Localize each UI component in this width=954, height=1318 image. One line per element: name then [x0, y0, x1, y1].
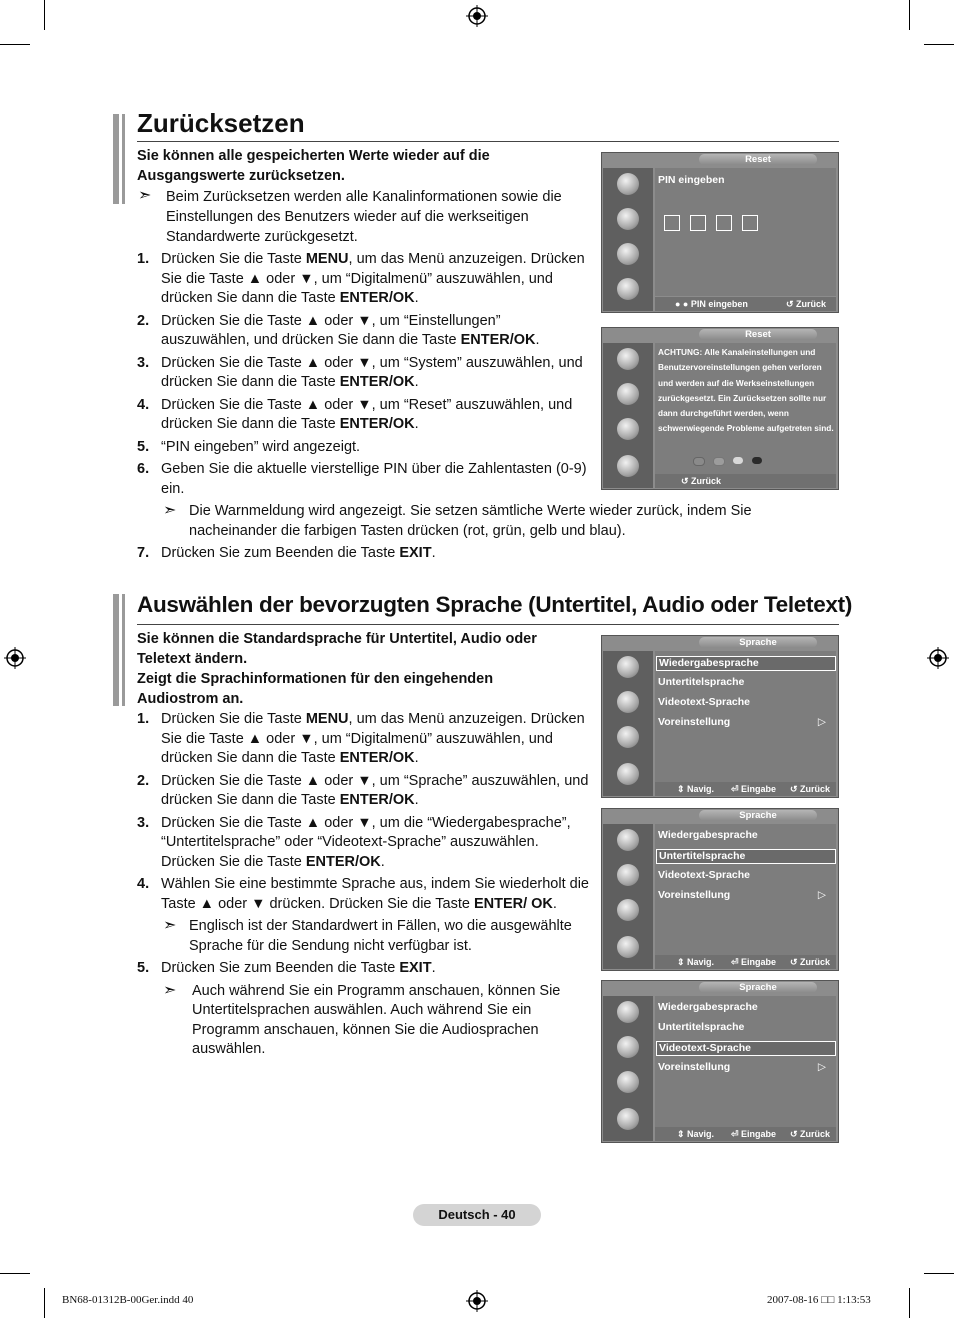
reset-warning-text: ACHTUNG: Alle Kanaleinstellungen und Benutzervoreinstellungen gehen verloren und werden auf die Werkseinstellungen zurückgesetzt. Ein Zurücksetzen sollte nur dann durchgeführt werden, wenn schwerwiegende Probleme aufgetreten sind.	[658, 347, 834, 434]
instruction-step: 4. Wählen Sie eine bestimmte Sprache aus, indem Sie wiederholt die Taste ▲ oder ▼ drücken. Drücken Sie die Taste ENTER/ OK.	[137, 876, 589, 912]
screen-title: Reset	[699, 154, 817, 165]
instruction-step: 1. Drücken Sie die Taste MENU, um das Menü anzuzeigen. Drücken Sie die Taste ▲ oder ▼, um “Digitalmenü” auszuwählen, und drücken Sie dann die Taste ENTER/OK.	[137, 251, 585, 306]
reset-intro: Sie können alle gespeicherten Werte wieder auf die Ausgangswerte zurücksetzen.	[137, 148, 490, 184]
screen-title: Sprache	[699, 637, 817, 648]
arrow-right-icon: ▷	[817, 889, 826, 901]
tv-screen-language	[601, 980, 839, 1143]
section-title-language: Auswählen der bevorzugten Sprache (Untertitel, Audio oder Teletext)	[137, 592, 853, 617]
pin-digit-box[interactable]	[716, 215, 732, 231]
back-button[interactable]: ↺ Zurück	[790, 957, 831, 967]
language-menu-item[interactable]: Wiedergabesprache	[656, 656, 836, 671]
back-button[interactable]: ↺ Zurück	[681, 476, 722, 486]
menu-input-icon	[617, 455, 639, 477]
arrow-right-icon: ▷	[817, 716, 826, 728]
tv-screen-reset-warning	[601, 327, 839, 490]
back-button[interactable]: ↺ Zurück	[790, 1129, 831, 1139]
navig-hint: ⇕ Navig.	[677, 784, 715, 794]
print-slug-file: BN68-01312B-00Ger.indd 40	[62, 1294, 194, 1306]
instruction-step: 7. Drücken Sie zum Beenden die Taste EXIT.	[137, 545, 436, 561]
pin-label: PIN eingeben	[658, 174, 725, 186]
note-arrow-icon: ➣	[163, 917, 177, 934]
navig-hint: ⇕ Navig.	[677, 957, 715, 967]
note-arrow-icon: ➣	[163, 981, 177, 999]
language-menu-item[interactable]: Videotext-Sprache	[656, 1041, 836, 1056]
instruction-step: 4. Drücken Sie die Taste ▲ oder ▼, um “Reset” auszuwählen, und drücken Sie dann die Taste ENTER/OK.	[137, 396, 573, 432]
tv-screen-language	[601, 635, 839, 798]
language-steps	[137, 710, 592, 1063]
instruction-step: 5. Drücken Sie zum Beenden die Taste EXIT.	[137, 960, 436, 976]
instruction-step: 3. Drücken Sie die Taste ▲ oder ▼, um die “Wiedergabesprache”, “Untertitelsprache” oder “Videotext-Sprache” auszuwählen. Drücken Sie die Taste ENTER/OK.	[137, 814, 571, 870]
language-menu-item[interactable]: Videotext-Sprache	[658, 869, 751, 881]
menu-input-icon	[617, 763, 639, 785]
menu-setup-icon	[617, 726, 639, 748]
tv-screen-pin	[601, 152, 839, 313]
menu-picture-icon	[617, 348, 639, 370]
screen-title: Sprache	[699, 982, 817, 993]
screen-title: Sprache	[699, 810, 817, 821]
blue-key-dot	[752, 457, 762, 464]
menu-input-icon	[617, 278, 639, 300]
arrow-right-icon: ▷	[817, 1061, 826, 1073]
pin-digit-box[interactable]	[664, 215, 680, 231]
language-menu-item[interactable]: Voreinstellung ▷	[658, 1061, 826, 1073]
language-intro-1: Sie können die Standardsprache für Untertitel, Audio oder Teletext ändern.	[137, 631, 537, 667]
enter-hint: ⏎ Eingabe	[731, 957, 777, 967]
instruction-step: 6. Geben Sie die aktuelle vierstellige PIN über die Zahlentasten (0-9) ein.	[137, 461, 587, 497]
menu-sound-icon	[617, 383, 639, 405]
language-menu-item[interactable]: Voreinstellung ▷	[658, 716, 826, 728]
language-menu-item[interactable]: Videotext-Sprache	[658, 696, 751, 708]
note-arrow-icon: ➣	[163, 502, 177, 519]
note-arrow-icon: ➣	[138, 187, 152, 204]
menu-input-icon	[617, 936, 639, 958]
language-menu-item[interactable]: Wiedergabesprache	[658, 829, 758, 841]
menu-sound-icon	[617, 691, 639, 713]
pin-footer-label: ● ● PIN eingeben	[675, 299, 748, 309]
step4-note: ➣ Englisch ist der Standardwert in Fällen, wo die ausgewählte Sprache für die Sendung nicht verfügbar ist.	[163, 917, 572, 954]
registration-mark-icon	[466, 1290, 488, 1312]
instruction-step: 2. Drücken Sie die Taste ▲ oder ▼, um “Sprache” auszuwählen, und drücken Sie dann die Taste ENTER/OK.	[137, 772, 589, 808]
tv-screen-language	[601, 808, 839, 971]
menu-setup-icon	[617, 1071, 639, 1093]
step6-note: ➣ Die Warnmeldung wird angezeigt. Sie setzen sämtliche Werte wieder zurück, indem Sie nacheinander die farbigen Tasten drücken (rot, grün, gelb und blau).	[163, 502, 752, 539]
print-slug-date: 2007-08-16 □□ 1:13:53	[767, 1294, 871, 1306]
enter-hint: ⏎ Eingabe	[731, 1129, 777, 1139]
menu-picture-icon	[617, 1001, 639, 1023]
language-menu-item[interactable]: Untertitelsprache	[658, 676, 745, 688]
instruction-step: 5. “PIN eingeben” wird angezeigt.	[137, 438, 361, 455]
language-intro-2: Zeigt die Sprachinformationen für den eingehenden Audiostrom an.	[137, 671, 494, 707]
enter-hint: ⏎ Eingabe	[731, 784, 777, 794]
pin-digit-box[interactable]	[690, 215, 706, 231]
language-menu-item[interactable]: Untertitelsprache	[658, 1021, 745, 1033]
instruction-step: 2. Drücken Sie die Taste ▲ oder ▼, um “Einstellungen” auszuwählen, und drücken Sie dann die Taste ENTER/OK.	[137, 312, 540, 348]
menu-sound-icon	[617, 864, 639, 886]
language-menu-item[interactable]: Untertitelsprache	[656, 849, 836, 864]
instruction-step: 1. Drücken Sie die Taste MENU, um das Menü anzuzeigen. Drücken Sie die Taste ▲ oder ▼, um “Digitalmenü” auszuwählen, und drücken Sie dann die Taste ENTER/OK.	[137, 711, 585, 766]
page-number: Deutsch - 40	[413, 1204, 541, 1226]
pin-digit-box[interactable]	[742, 215, 758, 231]
back-button[interactable]: ↺ Zurück	[786, 299, 827, 309]
instruction-step: 3. Drücken Sie die Taste ▲ oder ▼, um “System” auszuwählen, und drücken Sie dann die Taste ENTER/OK.	[137, 354, 583, 390]
red-key-dot	[693, 457, 705, 466]
section-title-reset: Zurücksetzen	[137, 108, 305, 138]
menu-setup-icon	[617, 418, 639, 440]
registration-mark-icon	[4, 647, 26, 669]
registration-mark-icon	[466, 5, 488, 27]
menu-sound-icon	[617, 208, 639, 230]
screen-title: Reset	[699, 329, 817, 340]
back-button[interactable]: ↺ Zurück	[790, 784, 831, 794]
green-key-dot	[713, 457, 725, 466]
yellow-key-dot	[733, 457, 743, 464]
menu-input-icon	[617, 1108, 639, 1130]
language-menu-item[interactable]: Voreinstellung ▷	[658, 889, 826, 901]
step5-note: ➣ Auch während Sie ein Programm anschauen, können Sie Untertitelsprachen auswählen. Auch während Sie ein Programm anschauen, können Sie die Audiosprachen auswählen.	[163, 981, 561, 1057]
menu-picture-icon	[617, 656, 639, 678]
language-menu-item[interactable]: Wiedergabesprache	[658, 1001, 758, 1013]
navig-hint: ⇕ Navig.	[677, 1129, 715, 1139]
menu-setup-icon	[617, 899, 639, 921]
menu-sound-icon	[617, 1036, 639, 1058]
reset-note: ➣ Beim Zurücksetzen werden alle Kanalinformationen sowie die Einstellungen des Benutzers wieder auf die werkseitigen Standardwerte zurückgesetzt.	[138, 187, 562, 245]
menu-picture-icon	[617, 829, 639, 851]
registration-mark-icon	[927, 647, 949, 669]
menu-setup-icon	[617, 243, 639, 265]
menu-picture-icon	[617, 173, 639, 195]
